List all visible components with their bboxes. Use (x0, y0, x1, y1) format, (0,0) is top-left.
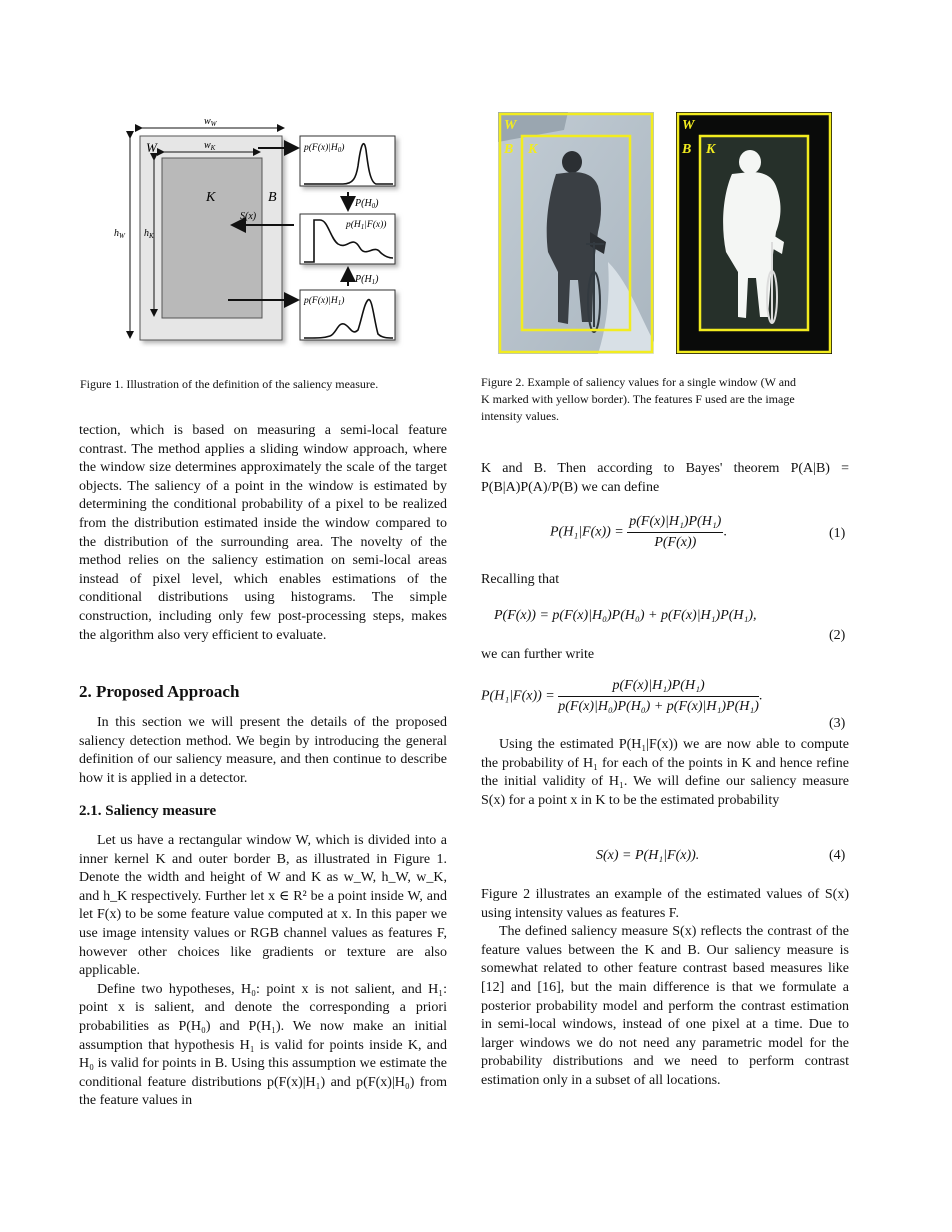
label-p-mid: $p(H_1|F(x))$ (346, 220, 387, 231)
section-title: 2. Proposed Approach (79, 682, 240, 701)
eq1-fraction (627, 514, 723, 551)
figure-2-caption-line3: intensity values. (481, 409, 559, 423)
label-hk: $h_K$ (144, 228, 154, 240)
eq1-denominator: P(F(x)) (654, 535, 697, 550)
label-K: K (206, 190, 216, 205)
right-column-bayes (481, 460, 849, 497)
figure-2-caption-line1: Figure 2. Example of saliency values for a single window (W and (481, 375, 797, 389)
eq3-numerator: p(F(x)|H₁)P(H₁) (558, 678, 759, 697)
para-hypotheses: Define two hypotheses, H₀: point x is not salient, and H₁: point x is salient, and denote the corresponding a priori probabilities as P(H₀) and P(H₁). We now make an initial assumption that hypothesis H₁ is valid for points inside K, and H₀ is valid for points in B. Using this assumption we estimate the conditional feature distributions p(F(x)|H₁) and p(F(x)|H₀) from the feature values in (79, 981, 447, 1109)
eq3-denominator: p(F(x)|H₀)P(H₀) + p(F(x)|H₁)P(H₁) (558, 699, 759, 714)
right-column-further (481, 646, 849, 665)
subsection-title: 2.1. Saliency measure (79, 803, 217, 819)
eq3-fraction (558, 678, 759, 715)
para-using: Using the estimated P(H₁|F(x)) we are now able to compute the probability of H₁ for each of the points in K and hence refine the initial validity of H₁. We will define our saliency measure S(x) for a point x in K to be the estimated probability (481, 737, 849, 808)
right-column-final (481, 886, 849, 1091)
equation-4-number: (4) (829, 848, 846, 863)
left-column-section (79, 714, 447, 788)
equation-1 (550, 514, 727, 551)
label-W: W (146, 140, 157, 155)
eq3-lhs: P(H₁|F(x)) = (481, 688, 555, 704)
equation-2-number: (2) (829, 628, 846, 643)
intro-paragraph: tection, which is based on measuring a semi-local feature contrast. The method applies a sliding window approach, where the window size determines approximately the scale of the target objects. The saliency of a point in the window is estimated by determining the conditional probability of a pixel to be realized from the distribution estimated inside the window compared to the distribution of the surrounding area. The novelty of the method relies on the saliency estimation on semi-local areas instead of pixel level, which enables estimations of the conditional distributions using histograms. The simple construction, including only few post-processing steps, makes the algorithm also very efficient to evaluate. (79, 423, 447, 643)
equation-3 (481, 678, 762, 715)
para-defined: The defined saliency measure S(x) reflects the contrast of the feature values between the K and B. Our saliency measure is somewhat related to other feature contrast based measures like [12] and [16], but the main difference is that we formulate a posterior probability model and perform the contrast estimation in semi-local windows, instead of one pixel at a time. Due to larger windows we do not need any parametric model for the probability distributions and we need to perform contrast estimation only in a subset of all locations. (481, 924, 849, 1088)
fig2-right-label-B: B (682, 142, 692, 157)
eq3-tail: . (758, 688, 763, 704)
right-column-recalling (481, 571, 849, 590)
equation-1-number: (1) (829, 526, 846, 541)
right-column-using (481, 736, 849, 810)
equation-3-number: (3) (829, 716, 846, 731)
eq1-tail: . (723, 524, 727, 540)
para-bayes: K and B. Then according to Bayes' theorem P(A|B) = P(B|A)P(A)/P(B) we can define (481, 461, 849, 495)
para-fig2: Figure 2 illustrates an example of the estimated values of S(x) using intensity values as features F. (481, 887, 849, 921)
eq1-numerator: p(F(x)|H₁)P(H₁) (627, 514, 723, 533)
fig2-right-label-W: W (682, 118, 695, 133)
label-p-top: $p(F(x)|H_0)$ (304, 143, 345, 154)
eq1-lhs: P(H₁|F(x)) = (550, 524, 624, 540)
label-wk: $w_K$ (204, 140, 216, 152)
label-B: B (268, 190, 277, 205)
section-paragraph: In this section we will present the details of the proposed saliency detection method. We begin by introducing the general definition of our saliency measure, and then continue to describe how it is applied in a detector. (79, 715, 447, 786)
fig2-left-label-B: B (504, 142, 514, 157)
left-column-intro (79, 422, 447, 645)
label-PH1: $P(H_1)$ (355, 274, 379, 286)
fig2-right-label-K: K (706, 142, 716, 157)
figure-2-right-image (676, 112, 832, 354)
fig2-left-label-K: K (528, 142, 538, 157)
figure-2-caption (481, 374, 851, 425)
fig2-left-label-W: W (504, 118, 517, 133)
left-column-saliency (79, 832, 447, 1111)
figure-2-left-image (498, 112, 654, 354)
para-window: Let us have a rectangular window W, which is divided into a inner kernel K and outer border B, as illustrated in Figure 1. Denote the width and height of W and K as w_W, h_W, w_K, and h_K respectively. Further let x ∈ R² be a point inside W, and let F(x) to be some feature value computed at x. In this paper we use image intensity values or RGB channel values as features F, however other choices like gradients or texture are also applicable. (79, 833, 447, 979)
label-Sx: S(x) (240, 211, 257, 222)
label-hw: $h_W$ (114, 228, 125, 240)
figure-1-diagram (108, 108, 408, 348)
label-PH0: $P(H_0)$ (355, 198, 379, 210)
label-ww: $w_W$ (204, 116, 217, 128)
equation-2: P(F(x)) = p(F(x)|H₀)P(H₀) + p(F(x)|H₁)P(H₁), (494, 608, 757, 623)
equation-4: S(x) = P(H₁|F(x)). (596, 848, 700, 863)
figure-2-caption-line2: K marked with yellow border). The features F used are the image (481, 392, 795, 406)
para-further: we can further write (481, 647, 595, 662)
label-p-bot: $p(F(x)|H_1)$ (304, 296, 345, 307)
kernel-k-rect (162, 158, 262, 318)
figure-1-caption: Figure 1. Illustration of the definition of the saliency measure. (80, 377, 379, 391)
para-recalling: Recalling that (481, 572, 560, 587)
